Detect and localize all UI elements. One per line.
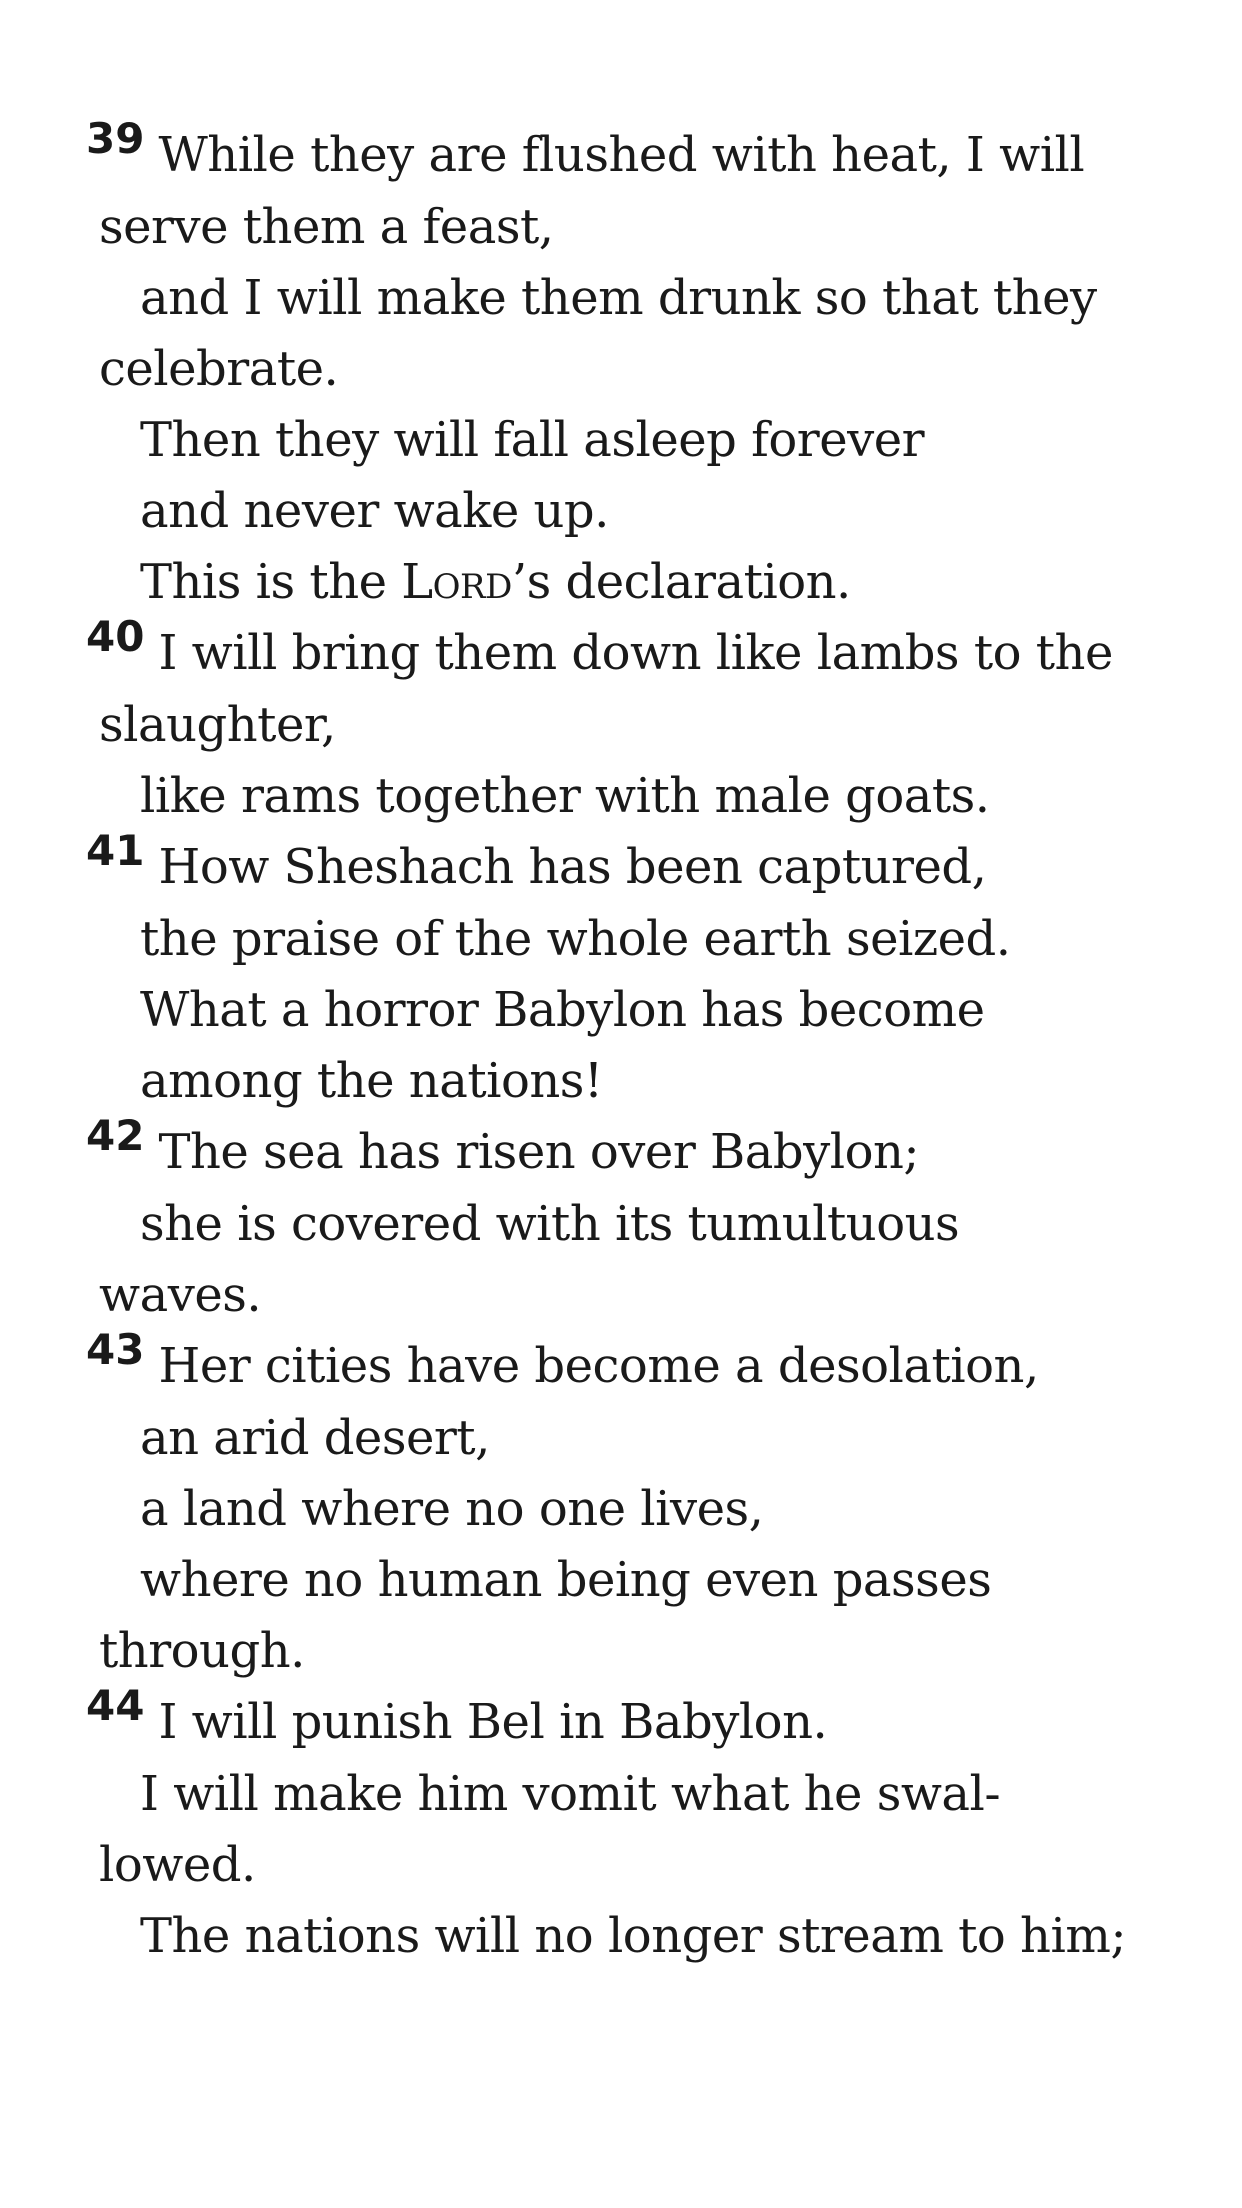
- verse-line: [86, 1681, 1216, 1759]
- verse-number: 42: [86, 1111, 145, 1160]
- verse-text: The sea has risen over Babylon;: [158, 1124, 920, 1180]
- verse-line: celebrate.: [99, 341, 339, 397]
- verse-line: I will make him vomit what he swal-: [140, 1766, 1001, 1822]
- verse-line: among the nations!: [140, 1053, 603, 1109]
- verse-text: I will bring them down like lambs to the: [158, 625, 1113, 681]
- verse-text: While they are flushed with heat, I will: [158, 127, 1085, 183]
- verse-line: [86, 1111, 1216, 1189]
- verse-line: [86, 114, 1216, 192]
- verse-number: 41: [86, 826, 145, 875]
- verse-line: Then they will fall asleep forever: [140, 412, 925, 468]
- verse-line: What a horror Babylon has become: [140, 982, 985, 1038]
- verse-number: 44: [86, 1681, 145, 1730]
- verse-line: [86, 826, 1216, 904]
- verse-43: [86, 1325, 1216, 1687]
- verse-line: serve them a feast,: [99, 199, 554, 255]
- verse-line: a land where no one lives,: [140, 1481, 764, 1537]
- verse-line: and I will make them drunk so that they: [140, 270, 1097, 326]
- scripture-page: [86, 114, 1216, 1972]
- verse-line: [86, 1325, 1216, 1403]
- verse-line: where no human being even passes: [140, 1552, 992, 1608]
- verse-number: 43: [86, 1325, 145, 1374]
- verse-line: waves.: [99, 1267, 262, 1323]
- verse-text: I will punish Bel in Babylon.: [158, 1694, 828, 1750]
- verse-41: [86, 826, 1216, 1117]
- verse-number: 39: [86, 114, 145, 163]
- divine-name-smallcaps: Lord: [401, 554, 512, 610]
- verse-40: [86, 612, 1216, 832]
- verse-line: she is covered with its tumultuous: [140, 1196, 960, 1252]
- verse-line: lowed.: [99, 1837, 256, 1893]
- verse-line: [86, 547, 1216, 618]
- verse-text: This is the: [140, 554, 402, 610]
- verse-39: [86, 114, 1216, 618]
- verse-text: How Sheshach has been captured,: [158, 839, 987, 895]
- verse-text: Her cities have become a desolation,: [158, 1338, 1039, 1394]
- verse-line: slaughter,: [99, 697, 336, 753]
- verse-line: the praise of the whole earth seized.: [140, 911, 1011, 967]
- verse-line: and never wake up.: [140, 483, 609, 539]
- verse-44: [86, 1681, 1216, 1972]
- verse-line: [86, 612, 1216, 690]
- verse-text: ’s declaration.: [511, 554, 851, 610]
- verse-line: The nations will no longer stream to him;: [140, 1908, 1126, 1964]
- verse-line: an arid desert,: [140, 1410, 490, 1466]
- verse-number: 40: [86, 612, 145, 661]
- verse-line: through.: [99, 1623, 305, 1679]
- verse-line: like rams together with male goats.: [140, 768, 990, 824]
- verse-42: [86, 1111, 1216, 1331]
